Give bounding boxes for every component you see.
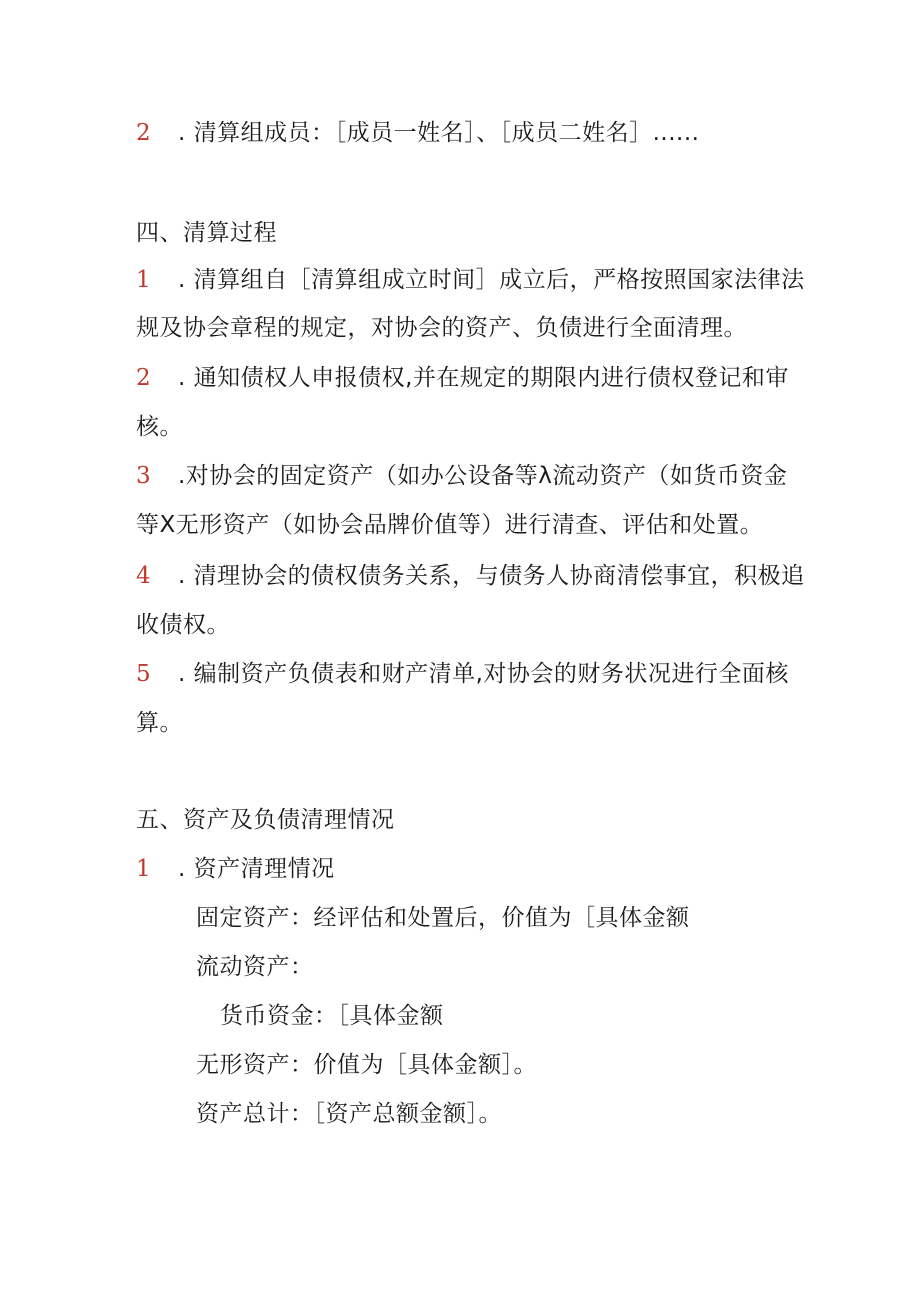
section4-item3-line1 (136, 461, 787, 491)
item-number: 2 (136, 365, 152, 391)
section5-heading: 五、资产及负债清理情况 (136, 807, 395, 833)
item-text: . 通知债权人申报债权,并在规定的期限内进行债权登记和审 (178, 365, 789, 391)
section4-item1-line2: 规及协会章程的规定，对协会的资产、负债进行全面清理。 (136, 315, 747, 341)
section4-item1-line1 (136, 265, 805, 295)
total-assets-line: 资产总计：［资产总额金额］。 (196, 1101, 502, 1127)
section4-item5-line2: 算。 (136, 710, 183, 736)
monetary-funds-line: 货币资金：［具体金额 (220, 1003, 444, 1029)
item-text: . 编制资产负债表和财产清单,对协会的财务状况进行全面核 (178, 661, 789, 687)
section4-item4-line2: 收债权。 (136, 612, 230, 638)
member-list-text: . 清算组成员：［成员一姓名］、［成员二姓名］...... (178, 120, 700, 146)
section4-item5-line1 (136, 659, 789, 689)
intangible-assets-line: 无形资产：价值为［具体金额］。 (196, 1052, 537, 1078)
item-text: .对协会的固定资产（如办公设备等λ流动资产（如货币资金 (178, 463, 788, 489)
member-list-line (136, 118, 700, 148)
section4-item2-line2: 核。 (136, 414, 183, 440)
section4-item3-line2: 等X无形资产（如协会品牌价值等）进行清查、评估和处置。 (136, 512, 764, 538)
item-number: 2 (136, 120, 152, 146)
item-text: . 资产清理情况 (178, 856, 335, 882)
current-assets-line: 流动资产： (196, 954, 314, 980)
section4-item4-line1 (136, 561, 805, 591)
item-number: 1 (136, 856, 152, 882)
item-number: 1 (136, 267, 152, 293)
section5-item1 (136, 854, 335, 884)
fixed-assets-line: 固定资产：经评估和处置后，价值为［具体金额 (196, 905, 690, 931)
section4-item2-line1 (136, 363, 789, 393)
section4-heading: 四、清算过程 (136, 220, 277, 246)
item-text: . 清算组自［清算组成立时间］成立后，严格按照国家法律法 (178, 267, 805, 293)
item-number: 5 (136, 661, 152, 687)
item-number: 4 (136, 563, 152, 589)
item-text: . 清理协会的债权债务关系，与债务人协商清偿事宜，积极追 (178, 563, 805, 589)
item-number: 3 (136, 463, 152, 489)
